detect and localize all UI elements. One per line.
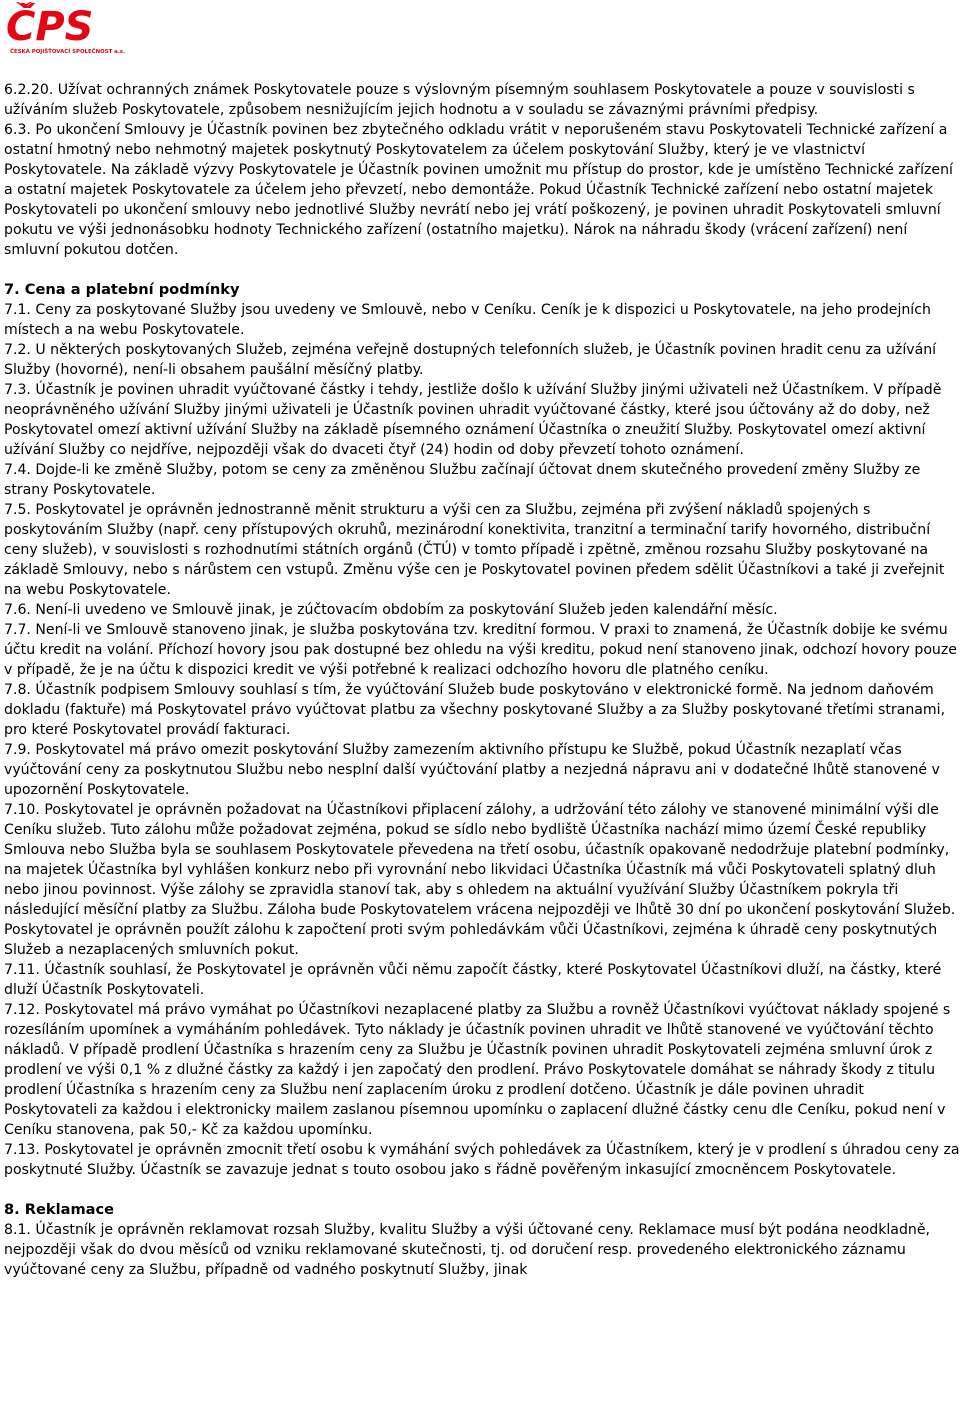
logo-subtitle: ČESKÁ POJIŠŤOVACÍ SPOLEČNOST a.s. <box>10 49 126 55</box>
clause-7-1 <box>4 300 960 340</box>
clause-number: 7.4. <box>4 462 31 478</box>
clause-number: 7.5. <box>4 502 31 518</box>
clause-text: Ceny za poskytované Služby jsou uvedeny ve Smlouvě, nebo v Ceníku. Ceník je k dispozici u Poskytovatele, na jeho prodejních místech a na webu Poskytovatele. <box>4 302 931 338</box>
clause-number: 7.10. <box>4 802 40 818</box>
section-spacer <box>4 1180 960 1200</box>
clause-number: 7.1. <box>4 302 31 318</box>
clause-text: Není-li ve Smlouvě stanoveno jinak, je služba poskytována tzv. kreditní formou. V praxi to znamená, že Účastník dobije ke svému účtu kredit na volání. Příchozí hovory jsou pak dostupné bez ohledu na výši kreditu, pokud není stanoveno jinak, odchozí hovory pouze v případě, že je na účtu k dispozici kredit ve výši potřebné k realizaci odchozího hovoru dle platného ceníku. <box>4 622 957 678</box>
clause-text: Po ukončení Smlouvy je Účastník povinen bez zbytečného odkladu vrátit v neporušeném stavu Poskytovateli Technické zařízení a ostatní hmotný nebo nehmotný majetek poskytnutý Poskytovatelem za účelem poskytování Služby, který je ve vlastnictví Poskytovatele. Na základě výzvy Poskytovatele je Účastník povinen umožnit mu přístup do prostor, kde je umístěno Technické zařízení a ostatní majetek Poskytovatele za účelem jeho převzetí, nebo demontáže. Pokud Účastník Technické zařízení nebo ostatní majetek Poskytovateli po ukončení smlouvy nebo jednotlivé Služby nevrátí nebo jej vrátí poškozený, je povinen uhradit Poskytovateli smluvní pokutu ve výši jednonásobku hodnoty Technického zařízení (ostatního majetku). Nárok na náhradu škody (vrácení zařízení) není smluvní pokutou dotčen. <box>4 122 953 258</box>
clause-number: 7.9. <box>4 742 31 758</box>
cps-logo-graphic <box>6 2 154 56</box>
clause-7-8 <box>4 680 960 740</box>
clause-text: Účastník souhlasí, že Poskytovatel je oprávněn vůči němu započít částky, které Poskytovatel Účastníkovi dluží, na částky, které dluží Účastník Poskytovateli. <box>4 962 942 998</box>
clause-number: 7.8. <box>4 682 31 698</box>
clause-text: U některých poskytovaných Služeb, zejména veřejně dostupných telefonních služeb, je Účastník povinen hradit cenu za užívání Služby (hovorné), není-li obsahem paušální měsíčný platby. <box>4 342 937 378</box>
clause-8-1 <box>4 1220 960 1280</box>
clause-text: Poskytovatel má právo omezit poskytování Služby zamezením aktivního přístupu ke Službě, pokud Účastník nezaplatí včas vyúčtování ceny za poskytnutou Službu nebo nesplní další vyúčtování platby a nezjedná nápravu ani v dodatečné lhůtě stanovené v upozornění Poskytovatele. <box>4 742 940 798</box>
clause-number: 6.3. <box>4 122 31 138</box>
clause-text: Účastník je povinen uhradit vyúčtované částky i tehdy, jestliže došlo k užívání Služby jinými uživateli než Účastníkem. V případě neoprávněného užívání Služby jinými uživateli je Účastník povinen uhradit vyúčtované částky, které jsou účtovány až do doby, než Poskytovatel omezí aktivní užívání Služby na základě písemného oznámení Účastníka o zneužití Služby. Poskytovatel omezí aktivní užívání Služby co nejdříve, nejpozději však do dvaceti čtyř (24) hodin od doby převzetí tohoto oznámení. <box>4 382 942 458</box>
cps-logo <box>6 2 154 56</box>
clause-number: 7.13. <box>4 1142 40 1158</box>
clause-7-5 <box>4 500 960 600</box>
clause-7-12 <box>4 1000 960 1140</box>
clause-number: 7.11. <box>4 962 40 978</box>
clause-number: 7.12. <box>4 1002 40 1018</box>
clause-text: Poskytovatel je oprávněn požadovat na Účastníkovi připlacení zálohy, a udržování této zálohy ve stanovené minimální výši dle Ceníku služeb. Tuto zálohu může požadovat zejména, pokud se sídlo nebo bydliště Účastníka nachází mimo území České republiky Smlouva nebo Služba byla se souhlasem Poskytovatele převedena na třetí osobu, účastník opakovaně nedodržuje platební podmínky, na majetek Účastníka byl vyhlášen konkurz nebo při vyrovnání nebo likvidaci Účastníka Účastník má vůči Poskytovateli splatný dluh nebo jinou povinnost. Výše zálohy se zpravidla stanoví tak, aby s ohledem na aktuální využívání Služby Účastníkem pokryla tři následující měsíční platby za Službu. Záloha bude Poskytovatelem vrácena nejpozději ve lhůtě 30 dní po ukončení poskytování Služeb. Poskytovatel je oprávněn použít zálohu k započtení proti svým pohledávkám vůči Účastníkovi, zejména k úhradě ceny poskytnutých Služeb a nezaplacených smluvních pokut. <box>4 802 956 958</box>
document-content <box>4 80 960 1280</box>
clause-number: 7.6. <box>4 602 31 618</box>
clause-number: 8.1. <box>4 1222 31 1238</box>
clause-text: Dojde-li ke změně Služby, potom se ceny za změněnou Službu začínají účtovat dnem skutečného provedení změny Služby ze strany Poskytovatele. <box>4 462 921 498</box>
section-spacer <box>4 260 960 280</box>
clause-7-13 <box>4 1140 960 1180</box>
section-7-heading: 7. Cena a platební podmínky <box>4 281 240 298</box>
clause-7-9 <box>4 740 960 800</box>
clause-7-6 <box>4 600 960 620</box>
paragraph-6-3 <box>4 120 960 260</box>
paragraph-6-2-20 <box>4 80 960 120</box>
section-8-heading: 8. Reklamace <box>4 1201 115 1218</box>
clause-7-4 <box>4 460 960 500</box>
clause-text: Poskytovatel je oprávněn jednostranně měnit strukturu a výši cen za Službu, zejména při zvýšení nákladů spojených s poskytováním Služby (např. ceny přístupových okruhů, mezinárodní konektivita, tranzitní a terminační tarify hovorného, distribuční ceny služeb), v souvislosti s rozhodnutími státních orgánů (ČTÚ) v tomto případě i zpětně, změnou rozsahu Služby poskytované na základě Smlouvy, nebo s nárůstem cen vstupů. Změnu výše cen je Poskytovatel povinen předem sdělit Účastníkovi a také ji zveřejnit na webu Poskytovatele. <box>4 502 945 598</box>
clause-text: Poskytovatel má právo vymáhat po Účastníkovi nezaplacené platby za Službu a rovněž Účastníkovi vyúčtovat náklady spojené s rozesíláním upomínek a vymáháním pohledávek. Tyto náklady je účastník povinen uhradit ve lhůtě stanovené ve vyúčtování těchto nákladů. V případě prodlení Účastníka s hrazením ceny za Službu je Účastník povinen uhradit Poskytovateli zejména smluvní úrok z prodlení ve výši 0,1 % z dlužné částky za každý i jen započatý den prodlení. Právo Poskytovatele domáhat se náhrady škody z titulu prodlení Účastníka s hrazením ceny za Službu není zaplacením úroku z prodlení dotčeno. Účastník je dále povinen uhradit Poskytovateli za každou i elektronicky mailem zaslanou písemnou upomínku o zaplacení dlužné částky cenu dle Ceníku, pokud není v Ceníku stanovena, pak 50,- Kč za každou upomínku. <box>4 1002 951 1138</box>
clause-number: 7.7. <box>4 622 31 638</box>
clause-number: 7.2. <box>4 342 31 358</box>
clause-7-3 <box>4 380 960 460</box>
clause-text: Účastník podpisem Smlouvy souhlasí s tím, že vyúčtování Služeb bude poskytováno v elektronické formě. Na jednom daňovém dokladu (faktuře) má Poskytovatel právo vyúčtovat platbu za všechny poskytované Služby a za Služby poskytované třetími stranami, pro které Poskytovatel provádí fakturaci. <box>4 682 946 738</box>
clause-7-2 <box>4 340 960 380</box>
clause-number: 6.2.20. <box>4 82 54 98</box>
clause-7-7 <box>4 620 960 680</box>
clause-text: Užívat ochranných známek Poskytovatele pouze s výslovným písemným souhlasem Poskytovatele a pouze v souvislosti s užíváním služeb Poskytovatele, způsobem nesnižujícím jejich hodnotu a v souladu se závaznými právními předpisy. <box>4 82 915 118</box>
clause-number: 7.3. <box>4 382 31 398</box>
clause-text: Účastník je oprávněn reklamovat rozsah Služby, kvalitu Služby a výši účtované ceny. Reklamace musí být podána neodkladně, nejpozději však do dvou měsíců od vzniku reklamované skutečnosti, tj. od doručení resp. provedeného elektronického záznamu vyúčtované ceny za Službu, případně od vadného poskytnutí Služby, jinak <box>4 1222 930 1278</box>
logo-text: ČPS <box>6 4 94 50</box>
clause-text: Není-li uvedeno ve Smlouvě jinak, je zúčtovacím obdobím za poskytování Služeb jeden kalendářní měsíc. <box>35 602 778 618</box>
clause-7-10 <box>4 800 960 960</box>
clause-7-11 <box>4 960 960 1000</box>
clause-text: Poskytovatel je oprávněn zmocnit třetí osobu k vymáhání svých pohledávek za Účastníkem, který je v prodlení s úhradou ceny za poskytnuté Služby. Účastník se zavazuje jednat s touto osobou jako s řádně pověřeným inkasující zmocněncem Poskytovatele. <box>4 1142 960 1178</box>
